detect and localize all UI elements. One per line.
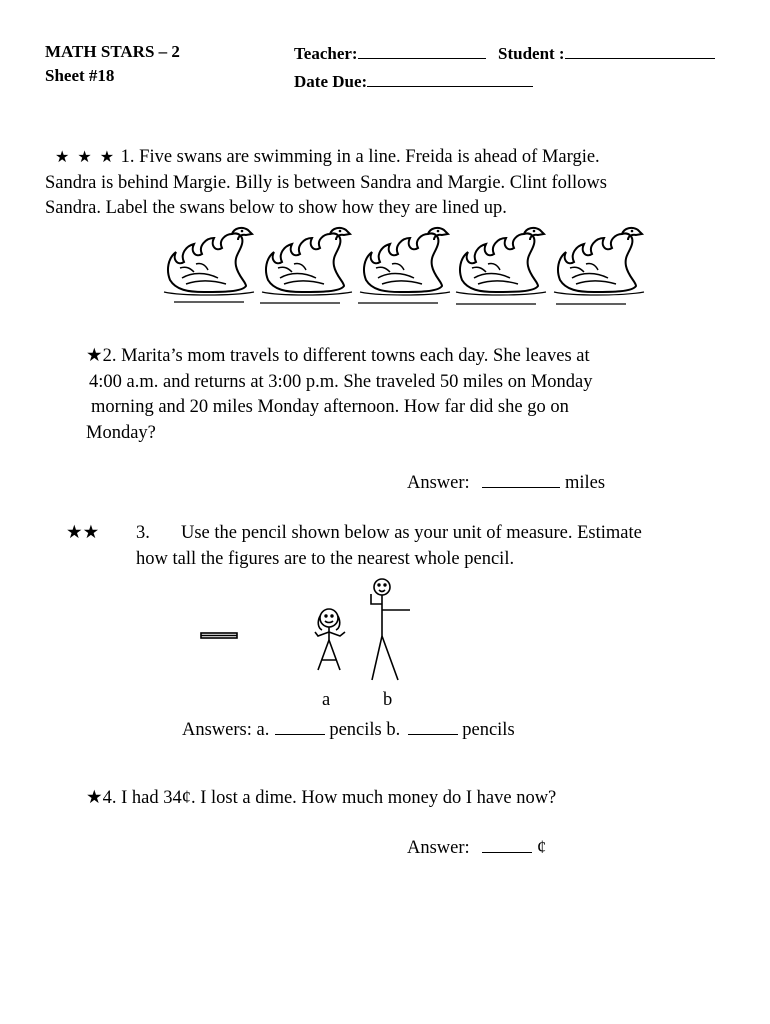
problem-2-answer bbox=[407, 471, 605, 497]
date-due-label: Date Due: bbox=[294, 72, 368, 91]
figure-b-label: b bbox=[383, 690, 393, 710]
problem-1-line-1: 1. Five swans are swimming in a line. Freida is ahead of Margie. bbox=[120, 147, 600, 167]
pencil-and-figures bbox=[196, 574, 426, 686]
problem-4-line-1: 4. I had 34¢. I lost a dime. How much money do I have now? bbox=[102, 788, 557, 808]
student-blank[interactable] bbox=[565, 42, 715, 59]
answer-a-blank[interactable] bbox=[275, 718, 325, 735]
answer-a-unit: pencils b. bbox=[329, 720, 401, 740]
problem-2-answer-blank[interactable] bbox=[482, 471, 560, 488]
problem-4-answer-blank[interactable] bbox=[482, 836, 532, 853]
problem-2-line-2: 4:00 a.m. and returns at 3:00 p.m. She traveled 50 miles on Monday bbox=[89, 371, 593, 392]
problem-3-stars: ★★ bbox=[66, 523, 100, 543]
figure-b-icon bbox=[371, 579, 410, 680]
swan-icon bbox=[262, 228, 352, 295]
date-due-field[interactable] bbox=[294, 70, 533, 92]
student-field[interactable] bbox=[498, 42, 715, 64]
problem-4-answer-label: Answer: bbox=[407, 838, 470, 858]
problem-4-answer-unit: ¢ bbox=[536, 838, 547, 858]
problem-1 bbox=[45, 145, 607, 222]
problem-2-star: ★ bbox=[86, 346, 103, 366]
problem-4-star: ★ bbox=[86, 788, 103, 808]
problem-2-answer-unit: miles bbox=[564, 473, 606, 493]
teacher-field[interactable] bbox=[294, 42, 486, 64]
teacher-label: Teacher: bbox=[294, 44, 358, 63]
answer-b-blank[interactable] bbox=[408, 718, 458, 735]
problem-2 bbox=[86, 344, 593, 446]
swan-icon bbox=[164, 228, 254, 295]
teacher-blank[interactable] bbox=[358, 42, 486, 59]
problem-2-line-4: Monday? bbox=[86, 422, 156, 443]
problem-2-line-1: 2. Marita’s mom travels to different towns each day. She leaves at bbox=[102, 346, 590, 366]
swan-icon bbox=[360, 228, 450, 295]
problem-1-line-3: Sandra. Label the swans below to show how they are lined up. bbox=[45, 198, 507, 218]
problem-2-answer-label: Answer: bbox=[407, 473, 470, 493]
answer-b-unit: pencils bbox=[462, 720, 515, 740]
problem-3-answers bbox=[182, 718, 515, 744]
problem-3-number: 3. bbox=[136, 523, 150, 543]
figure-a-icon bbox=[315, 609, 345, 670]
problem-2-line-3: morning and 20 miles Monday afternoon. How far did she go on bbox=[91, 397, 569, 417]
swans-illustration bbox=[160, 216, 660, 312]
problem-1-stars: ★ ★ ★ bbox=[55, 149, 117, 166]
problem-4 bbox=[86, 786, 556, 812]
sheet-number: Sheet #18 bbox=[45, 66, 115, 85]
figure-a-label: a bbox=[322, 690, 331, 710]
date-due-blank[interactable] bbox=[367, 70, 533, 87]
worksheet-title: MATH STARS – 2 bbox=[45, 42, 180, 61]
swan-icon bbox=[554, 228, 644, 295]
problem-3-answers-label: Answers: a. bbox=[182, 720, 270, 740]
problem-3 bbox=[136, 521, 642, 572]
student-label: Student : bbox=[498, 44, 565, 63]
problem-1-line-2: Sandra is behind Margie. Billy is between Sandra and Margie. Clint follows bbox=[45, 172, 607, 193]
problem-3-line-2: how tall the figures are to the nearest whole pencil. bbox=[136, 548, 515, 569]
problem-4-answer bbox=[407, 836, 546, 862]
problem-3-line-1: Use the pencil shown below as your unit of measure. Estimate bbox=[181, 523, 642, 543]
swan-icon bbox=[456, 228, 546, 295]
pencil-icon bbox=[201, 633, 237, 638]
